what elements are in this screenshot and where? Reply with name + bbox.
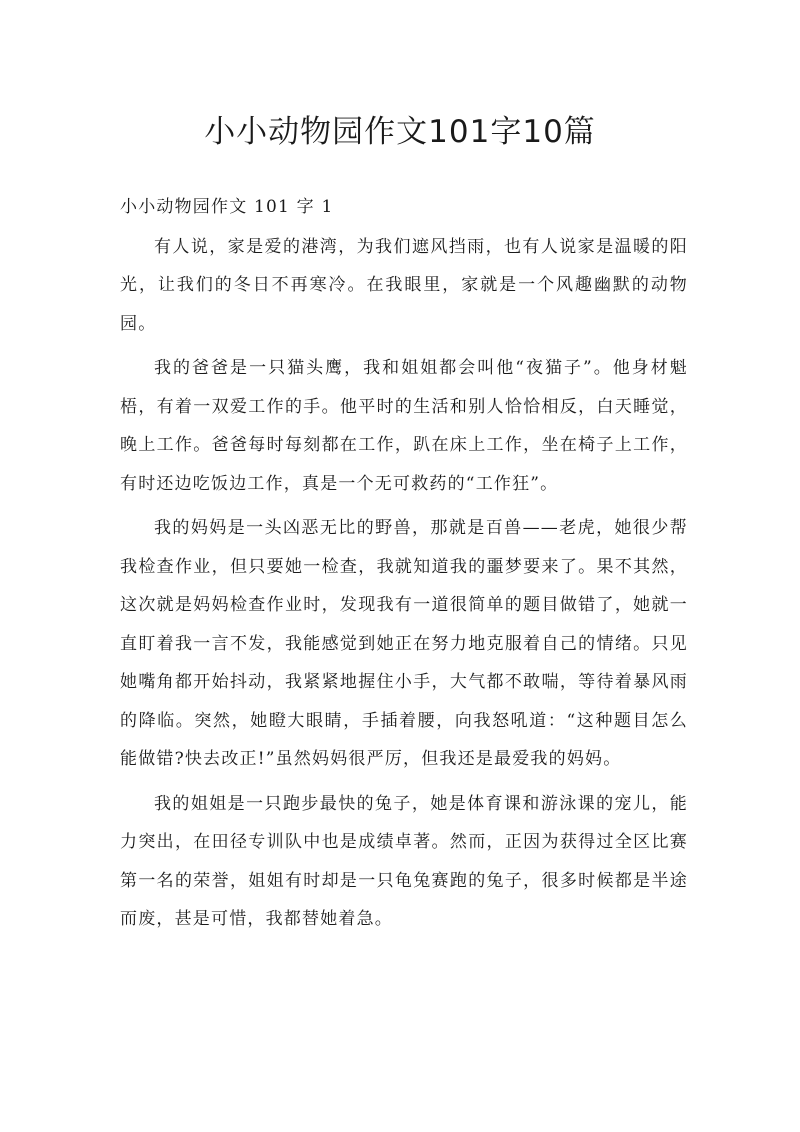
document-body	[120, 188, 688, 945]
paragraph-mother: 我的妈妈是一头凶恶无比的野兽，那就是百兽——老虎，她很少帮我检查作业，但只要她一检查，我就知道我的噩梦要来了。果不其然，这次就是妈妈检查作业时，发现我有一道很简单的题目做错了，她就一直盯着我一言不发，我能感觉到她正在努力地克服着自己的情绪。只见她嘴角都开始抖动，我紧紧地握住小手，大气都不敢喘，等待着暴风雨的降临。突然，她瞪大眼睛，手插着腰，向我怒吼道：“这种题目怎么能做错?快去改正!”虽然妈妈很严厉，但我还是最爱我的妈妈。	[120, 518, 688, 769]
paragraph-sister: 我的姐姐是一只跑步最快的兔子，她是体育课和游泳课的宠儿，能力突出，在田径专训队中也是成绩卓著。然而，正因为获得过全区比赛第一名的荣誉，姐姐有时却是一只龟兔赛跑的兔子，很多时候都是半途而废，甚是可惜，我都替她着急。	[120, 793, 688, 929]
section-heading: 小小动物园作文 101 字 1	[120, 197, 334, 217]
paragraph-intro: 有人说，家是爱的港湾，为我们遮风挡雨，也有人说家是温暖的阳光，让我们的冬日不再寒冷。在我眼里，家就是一个风趣幽默的动物园。	[120, 236, 688, 334]
document-title: 小小动物园作文101字10篇	[204, 114, 596, 150]
paragraph-father: 我的爸爸是一只猫头鹰，我和姐姐都会叫他“夜猫子”。他身材魁梧，有着一双爱工作的手。他平时的生活和别人恰恰相反，白天睡觉，晚上工作。爸爸每时每刻都在工作，趴在床上工作，坐在椅子上工作，有时还边吃饭边工作，真是一个无可救药的“工作狂”。	[120, 358, 688, 494]
